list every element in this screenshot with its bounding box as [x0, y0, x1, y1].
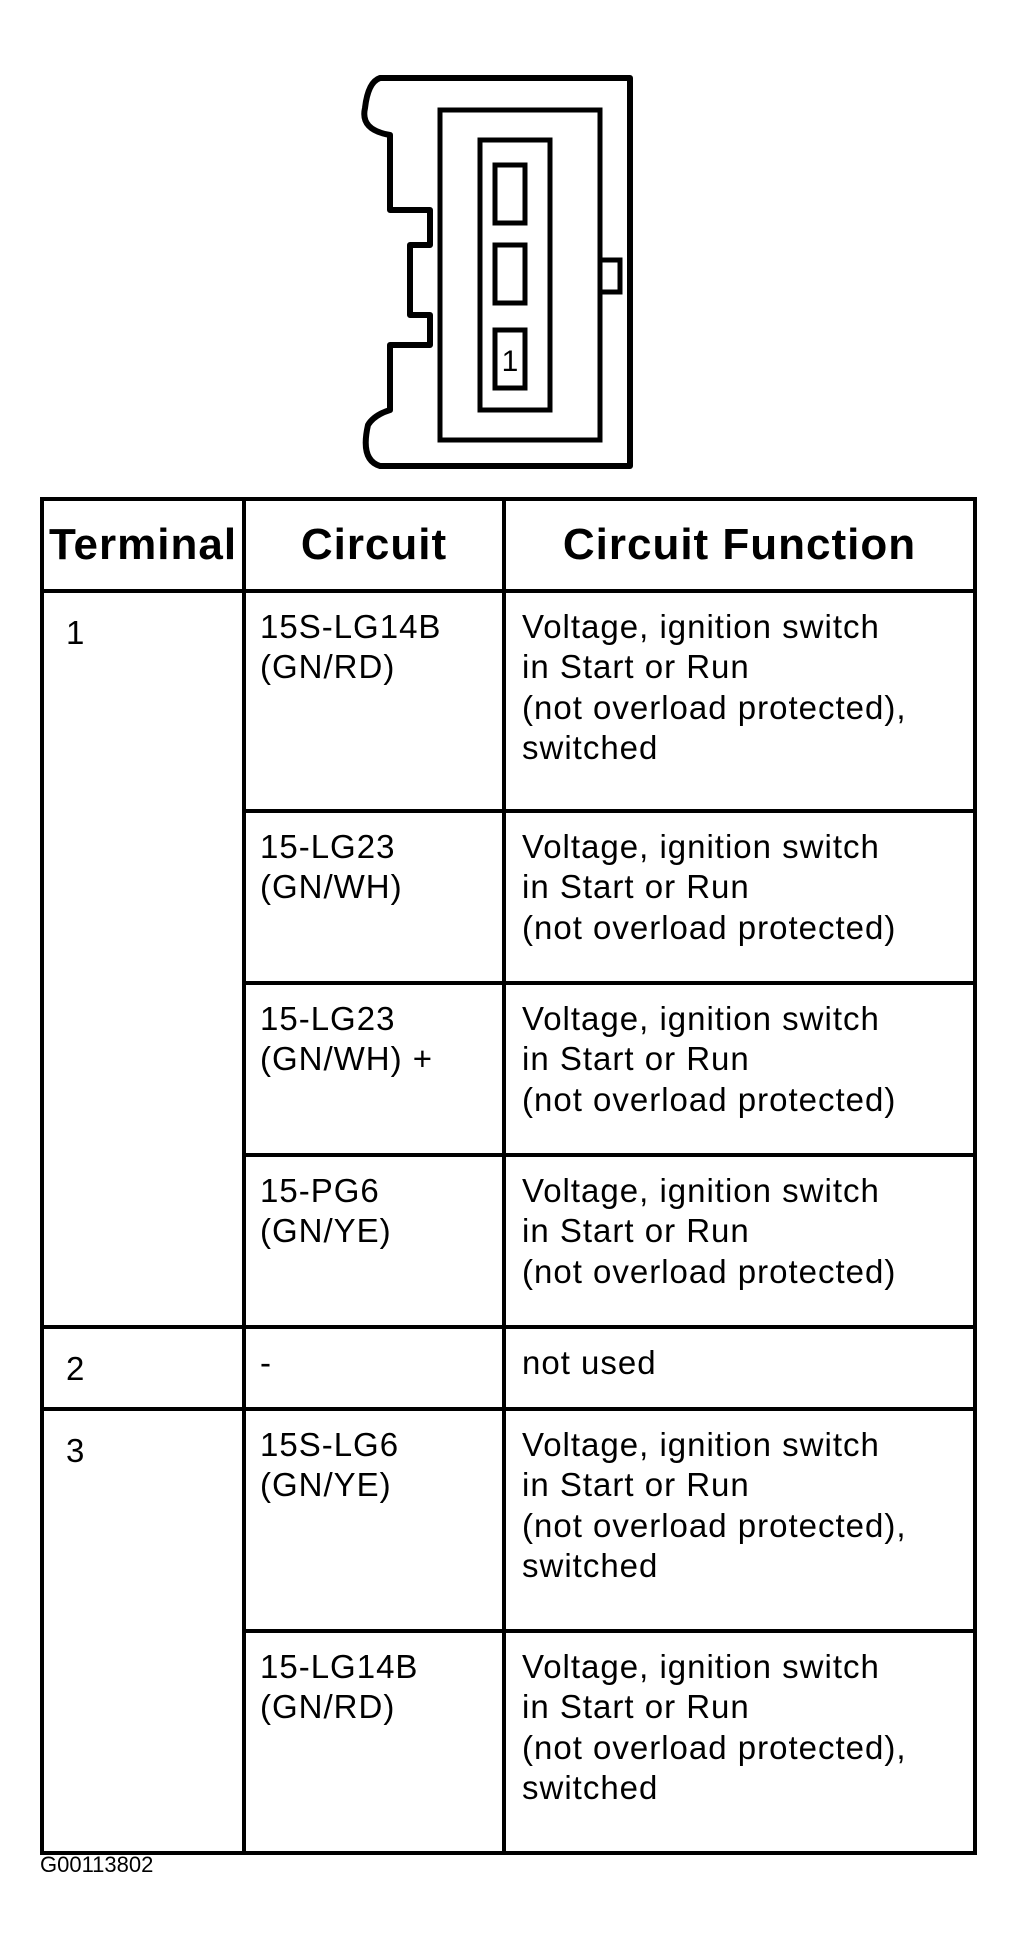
circuit-cell — [244, 1631, 504, 1853]
function-cell — [504, 1155, 975, 1327]
function-text: Voltage, ignition switch in Start or Run (not overload protected) — [522, 1172, 897, 1290]
function-cell — [504, 1409, 975, 1631]
function-text: Voltage, ignition switch in Start or Run (not overload protected), switched — [522, 608, 907, 766]
header-terminal: Terminal — [42, 499, 244, 591]
terminal-cell: 3 — [42, 1409, 244, 1853]
function-cell — [504, 591, 975, 811]
function-text: Voltage, ignition switch in Start or Run (not overload protected) — [522, 1000, 897, 1118]
pin-1-label: 1 — [501, 345, 519, 378]
function-text: Voltage, ignition switch in Start or Run (not overload protected), switched — [522, 1648, 907, 1806]
circuit-text: 15S-LG14B (GN/RD) — [260, 608, 442, 686]
function-cell — [504, 1327, 975, 1409]
connector-face-diagram — [350, 70, 670, 480]
terminal-cell: 2 — [42, 1327, 244, 1409]
circuit-text: - — [260, 1344, 272, 1381]
circuit-text: 15S-LG6 (GN/YE) — [260, 1426, 400, 1504]
table-header-row — [42, 499, 975, 591]
terminal-cell: 1 — [42, 591, 244, 1327]
circuit-cell — [244, 1155, 504, 1327]
circuit-text: 15-LG23 (GN/WH) + — [260, 1000, 434, 1078]
circuit-cell — [244, 1327, 504, 1409]
function-text: not used — [522, 1344, 657, 1381]
function-text: Voltage, ignition switch in Start or Run (not overload protected) — [522, 828, 897, 946]
header-circuit-function: Circuit Function — [504, 499, 975, 591]
figure-id: G00113802 — [40, 1852, 154, 1877]
table-row — [42, 1327, 975, 1409]
circuit-cell — [244, 1409, 504, 1631]
circuit-text: 15-LG14B (GN/RD) — [260, 1648, 419, 1726]
function-cell — [504, 811, 975, 983]
circuit-cell — [244, 591, 504, 811]
circuit-text: 15-LG23 (GN/WH) — [260, 828, 403, 906]
circuit-cell — [244, 811, 504, 983]
pin-cavity-3 — [495, 165, 525, 223]
header-circuit: Circuit — [244, 499, 504, 591]
circuit-text: 15-PG6 (GN/YE) — [260, 1172, 392, 1250]
circuit-cell — [244, 983, 504, 1155]
pinout-table — [40, 497, 977, 1855]
function-cell — [504, 983, 975, 1155]
pin-cavity-2 — [495, 245, 525, 303]
function-text: Voltage, ignition switch in Start or Run (not overload protected), switched — [522, 1426, 907, 1584]
table-row — [42, 591, 975, 811]
function-cell — [504, 1631, 975, 1853]
connector-tab — [600, 260, 620, 292]
table-row — [42, 1409, 975, 1631]
